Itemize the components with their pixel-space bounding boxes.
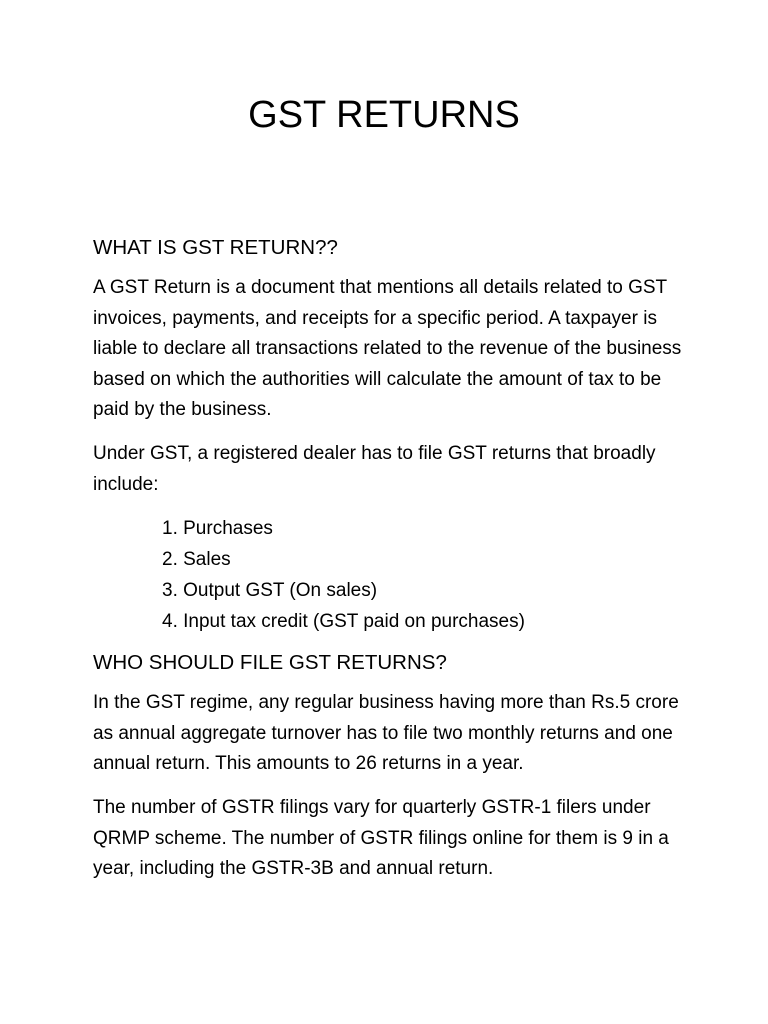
paragraph-regular-business-returns: In the GST regime, any regular business having more than Rs.5 crore as annual aggregate turnover has to file two monthly returns and one annual return. This amounts to 26 returns in a year. — [93, 692, 679, 775]
list-item: 2. Sales — [162, 549, 231, 571]
document-body — [93, 233, 693, 898]
returns-include-list — [93, 513, 693, 637]
document-title: GST RETURNS — [248, 94, 520, 136]
section-heading-what-is-gst-return: WHAT IS GST RETURN?? — [93, 236, 338, 259]
paragraph-returns-include: Under GST, a registered dealer has to file GST returns that broadly include: — [93, 442, 656, 495]
list-item: 4. Input tax credit (GST paid on purchases) — [162, 611, 525, 633]
list-item: 1. Purchases — [162, 518, 273, 540]
paragraph-qrmp-filings: The number of GSTR filings vary for quarterly GSTR-1 filers under QRMP scheme. The number of GSTR filings online for them is 9 in a year, including the GSTR-3B and annual return. — [93, 796, 669, 880]
section-heading-who-should-file: WHO SHOULD FILE GST RETURNS? — [93, 651, 447, 675]
paragraph-gst-return-definition: A GST Return is a document that mentions all details related to GST invoices, payments, and receipts for a specific period. A taxpayer is liable to declare all transactions related to the revenue of the business based on which the authorities will calculate the amount of tax to be paid by the business. — [93, 277, 682, 421]
list-item: 3. Output GST (On sales) — [162, 580, 378, 602]
